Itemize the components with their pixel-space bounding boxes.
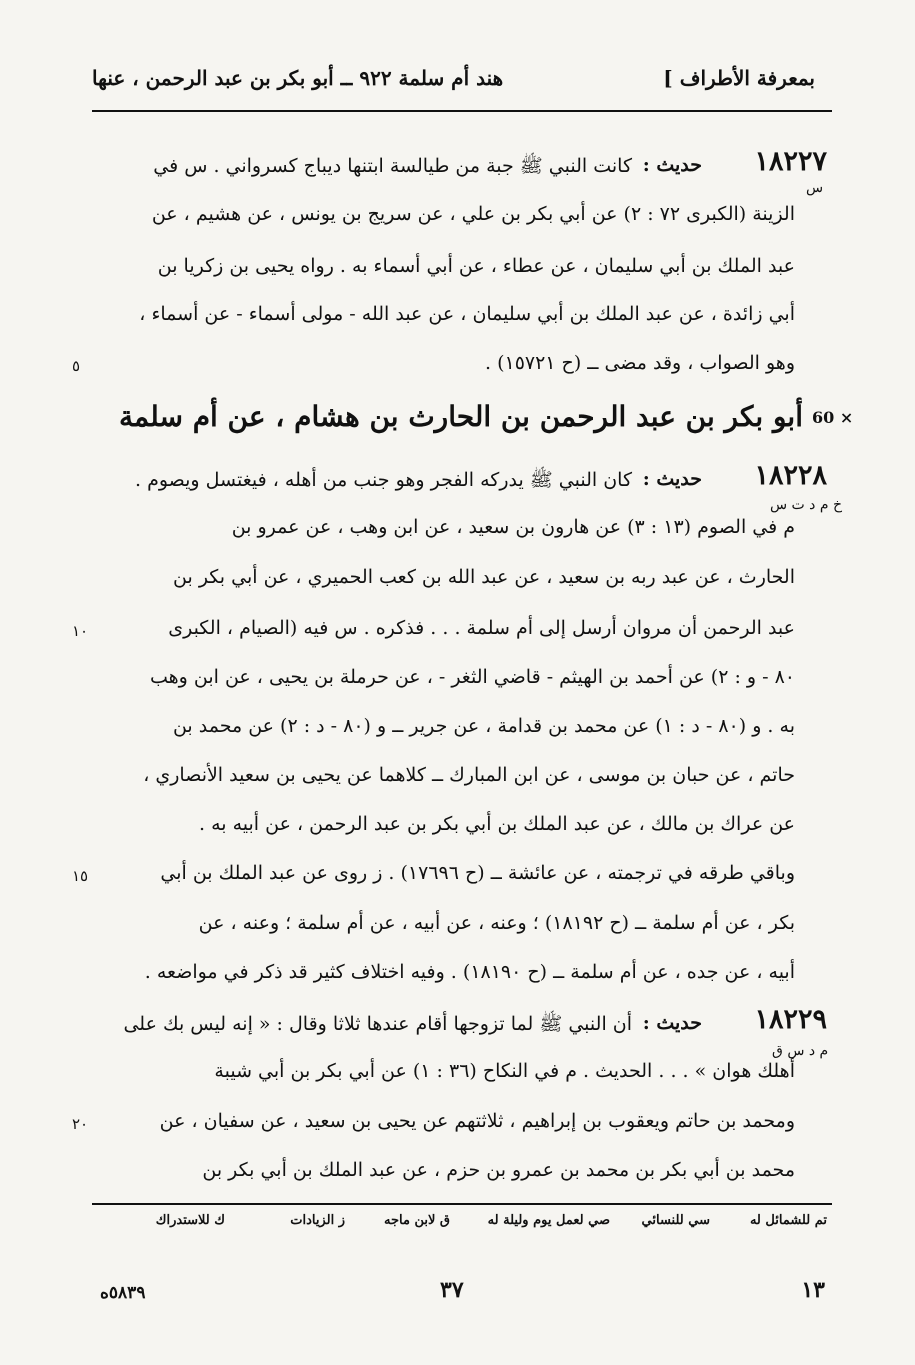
legend-nasai: سي للنسائي [641,1213,710,1228]
legend-ibn-majah: ق لابن ماجه [384,1213,450,1228]
hadith-sigla-18229: م د س ق [772,1043,829,1059]
line-marker-5: ٥ [72,357,81,375]
header-chapter-title: هند أم سلمة ٩٢٢ ــ أبو بكر بن عبد الرحمن ، عنها [92,66,504,90]
hadith-label-18229: حديث : [642,1012,702,1034]
hadith-text-line: وباقي طرقه في ترجمته ، عن عائشة ــ (ح ١٧٦٩٦) . ز روى عن عبد الملك بن أبي [160,862,795,884]
section-heading: أبو بكر بن عبد الرحمن بن الحارث بن هشام ، عن أم سلمة [119,400,803,433]
hadith-text-line: بكر ، عن أم سلمة ــ (ح ١٨١٩٢) ؛ وعنه ، عن أبيه ، عن أم سلمة ؛ وعنه ، عن [198,912,795,934]
hadith-text-line: ٨٠ - و : ٢) عن أحمد بن الهيثم - قاضي الثغر - ، عن حرملة بن يحيى ، عن ابن وهب [150,666,795,688]
hadith-text-line: الحارث ، عن عبد ربه بن سعيد ، عن عبد الله بن كعب الحميري ، عن أبي بكر بن [173,566,795,588]
hadith-text-line: الزينة (الكبرى ٧٢ : ٢) عن أبي بكر بن علي ، عن سريج بن يونس ، عن هشيم ، عن [151,203,795,225]
hadith-number-18229: ١٨٢٢٩ [754,1004,827,1035]
line-marker-20: ٢٠ [72,1115,89,1133]
legend-istidrak: ك للاستدراك [155,1213,225,1228]
section-number: 60 × [812,408,854,427]
hadith-text-line: كانت النبي ﷺ جبة من طيالسة ابتنها ديباج كسرواني . س في [153,155,632,177]
hadith-text-line: حاتم ، عن حبان بن موسى ، عن ابن المبارك ــ كلاهما عن يحيى بن سعيد الأنصاري ، [143,764,795,786]
hadith-number-18228: ١٨٢٢٨ [754,460,827,491]
line-marker-10: ١٠ [72,622,89,640]
hadith-text-line: م في الصوم (١٣ : ٣) عن هارون بن سعيد ، عن ابن وهب ، عن عمرو بن [231,516,795,538]
legend-ziyadat: ز الزيادات [290,1213,345,1228]
hadith-sigla-18227: س [806,180,824,196]
print-code: ٥٨٣٩ه [100,1283,146,1303]
hadith-text-line: عبد الملك بن أبي سليمان ، عن عطاء ، عن أبي أسماء به . رواه يحيى بن زكريا بن [157,255,795,277]
hadith-sigla-18228: خ م د ت س [770,497,843,513]
legend-shamail: تم للشمائل له [749,1213,827,1228]
line-marker-15: ١٥ [72,867,89,885]
hadith-text-line: كان النبي ﷺ يدركه الفجر وهو جنب من أهله ، فيغتسل ويصوم . [135,469,632,491]
hadith-text-line: أبي زائدة ، عن عبد الملك بن أبي سليمان ، عن عبد الله - مولى أسماء - عن أسماء ، [139,303,795,325]
legend-amal-yawm: صي لعمل يوم وليلة له [487,1213,610,1228]
header-rule [92,110,832,112]
hadith-text-line: به . و (٨٠ - د : ١) عن محمد بن قدامة ، عن جرير ــ و (٨٠ - د : ٢) عن محمد بن [172,715,795,737]
footnote-rule [92,1203,832,1205]
hadith-label-18228: حديث : [642,468,702,490]
hadith-text-line: أهلك هوان » . . . الحديث . م في النكاح (٣٦ : ١) عن أبي بكر بن أبي شيبة [214,1060,795,1082]
hadith-number-18227: ١٨٢٢٧ [754,146,827,177]
hadith-text-line: محمد بن أبي بكر بن محمد بن عمرو بن حزم ، عن عبد الملك بن أبي بكر بن [202,1159,795,1181]
hadith-text-line: أبيه ، عن جده ، عن أم سلمة ــ (ح ١٨١٩٠) . وفيه اختلاف كثير قد ذكر في مواضعه . [144,961,795,983]
volume-number: ١٣ [801,1277,825,1303]
hadith-text-line: ومحمد بن حاتم ويعقوب بن إبراهيم ، ثلاثتهم عن يحيى بن سعيد ، عن سفيان ، عن [159,1110,795,1132]
page-number: ٣٧ [440,1277,464,1303]
header-book-title: بمعرفة الأطراف ] [663,66,815,90]
hadith-text-line: عن عراك بن مالك ، عن عبد الملك بن أبي بكر بن عبد الرحمن ، عن أبيه به . [198,813,795,835]
hadith-label-18227: حديث : [642,154,702,176]
hadith-text-line: عبد الرحمن أن مروان أرسل إلى أم سلمة . . . فذكره . س فيه (الصيام ، الكبرى [168,617,795,639]
hadith-text-line: وهو الصواب ، وقد مضى ــ (ح ١٥٧٢١) . [484,352,795,374]
hadith-text-line: أن النبي ﷺ لما تزوجها أقام عندها ثلاثا وقال : « إنه ليس بك على [123,1013,632,1035]
